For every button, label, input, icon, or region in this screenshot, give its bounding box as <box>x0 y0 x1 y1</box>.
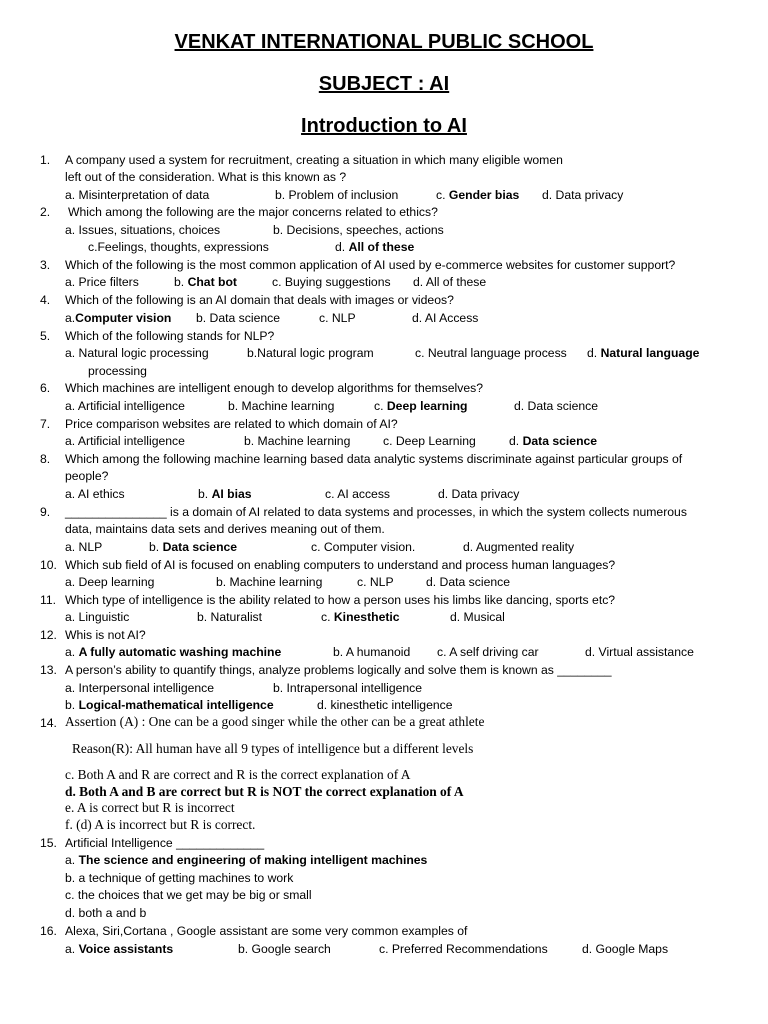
option-prefix: b. <box>149 540 163 554</box>
topic-title: Introduction to AI <box>301 115 467 137</box>
option-d: d. All of these <box>413 275 487 289</box>
option-a <box>65 644 281 660</box>
option-b: b. A humanoid <box>333 645 411 659</box>
option-b: b. Intrapersonal intelligence <box>273 681 423 695</box>
q-number: 12. <box>40 628 57 642</box>
q-text: Which among the following are the major concerns related to ethics? <box>68 205 438 219</box>
option-d: d. Augmented reality <box>463 540 575 554</box>
answer: Chat bot <box>187 275 237 289</box>
option-d: d. Data privacy <box>542 188 624 202</box>
option-prefix: a. <box>65 853 79 867</box>
option-a: a. Price filters <box>65 275 139 289</box>
q-text: Artificial Intelligence _____________ <box>65 836 265 850</box>
q-number: 11. <box>40 593 57 607</box>
option-prefix: b. <box>65 698 79 712</box>
answer: Voice assistants <box>78 942 174 956</box>
answer: A fully automatic washing machine <box>78 645 282 659</box>
option-b: b. Problem of inclusion <box>275 188 399 202</box>
option-c: c. Neutral language process <box>415 346 567 360</box>
q-text: A company used a system for recruitment, creating a situation in which many eligible women <box>65 153 563 167</box>
q-text: Which type of intelligence is the ability related to how a person uses his limbs like dancing, sports etc? <box>65 593 616 607</box>
option-prefix: c. <box>374 399 387 413</box>
option-c: c. AI access <box>325 487 391 501</box>
option-prefix: b. <box>198 487 212 501</box>
option-a: a. Misinterpretation of data <box>65 188 210 202</box>
option-b: b. Machine learning <box>244 434 351 448</box>
option-prefix: c. <box>321 610 334 624</box>
option-a: a. AI ethics <box>65 487 125 501</box>
answer: The science and engineering of making intelligent machines <box>78 853 428 867</box>
option-prefix: d. <box>587 346 601 360</box>
q-text: data, maintains data sets and derives meaning out of them. <box>65 522 385 536</box>
option-b: b.Natural logic program <box>247 346 374 360</box>
option-c: c. Preferred Recommendations <box>379 942 548 956</box>
option-c: c. Buying suggestions <box>272 275 391 289</box>
option-prefix: d. <box>509 434 523 448</box>
q-number: 1. <box>40 153 51 167</box>
answer: Natural language <box>600 346 700 360</box>
answer: All of these <box>348 240 415 254</box>
option-prefix: a. <box>65 645 79 659</box>
option-d: d. Data science <box>426 575 511 589</box>
q-number: 15. <box>40 836 57 850</box>
answer: Logical-mathematical intelligence <box>78 698 274 712</box>
q-number: 5. <box>40 329 51 343</box>
q-text: Which of the following is an AI domain that deals with images or videos? <box>65 293 454 307</box>
option-d: d. Virtual assistance <box>585 645 694 659</box>
option-c <box>374 398 467 414</box>
option-a: a. Linguistic <box>65 610 130 624</box>
q-text: Which sub field of AI is focused on enabling computers to understand and process human languages? <box>65 558 616 572</box>
subject-title: SUBJECT : AI <box>318 73 450 95</box>
option-a: a. Natural logic processing <box>65 346 209 360</box>
option-d: d. Data privacy <box>438 487 520 501</box>
option-b: b. Decisions, speeches, actions <box>273 223 444 237</box>
option-a: a. NLP <box>65 540 103 554</box>
option-a: a. Artificial intelligence <box>65 434 185 448</box>
q-text: Whis is not AI? <box>65 628 146 642</box>
q-number: 2. <box>40 205 51 219</box>
option-a: a. Artificial intelligence <box>65 399 185 413</box>
option-a <box>65 852 427 868</box>
answer: Data science <box>522 434 598 448</box>
option-c: c. NLP <box>357 575 394 589</box>
option-c <box>321 609 400 625</box>
option-c: c. Computer vision. <box>311 540 416 554</box>
option-b: b. a technique of getting machines to work <box>65 871 294 885</box>
q-text: left out of the consideration. What is this known as ? <box>65 170 347 184</box>
q-text: Which of the following stands for NLP? <box>65 329 275 343</box>
q-number: 4. <box>40 293 51 307</box>
assertion-text: Assertion (A) : One can be a good singer while the other can be a great athlete <box>65 714 485 729</box>
option-d: d. Google Maps <box>582 942 669 956</box>
q-number: 6. <box>40 381 51 395</box>
option-prefix: d. <box>335 240 349 254</box>
option-c: c.Feelings, thoughts, expressions <box>88 240 269 254</box>
option-prefix: a. <box>65 311 76 325</box>
q-text: Price comparison websites are related to which domain of AI? <box>65 417 398 431</box>
option-d <box>509 433 597 449</box>
option-a: a. Interpersonal intelligence <box>65 681 215 695</box>
answer: Deep learning <box>386 399 468 413</box>
option-d: d. Musical <box>450 610 505 624</box>
q-number: 7. <box>40 417 51 431</box>
q-text: _______________ is a domain of AI related to data systems and processes, in which the system collects numerous <box>65 505 687 519</box>
option-d: d. kinesthetic intelligence <box>317 698 453 712</box>
option-c: c. A self driving car <box>437 645 539 659</box>
q-text: Alexa, Siri,Cortana , Google assistant are some very common examples of <box>65 924 468 938</box>
q-number: 8. <box>40 452 51 466</box>
option-d: d. Data science <box>514 399 599 413</box>
option-c: c. Deep Learning <box>383 434 476 448</box>
option-b: b. Machine learning <box>228 399 335 413</box>
q-number: 9. <box>40 505 51 519</box>
option-b <box>198 486 252 502</box>
option-a: a. Issues, situations, choices <box>65 223 221 237</box>
option-c: c. the choices that we get may be big or small <box>65 888 312 902</box>
q-text: Which machines are intelligent enough to develop algorithms for themselves? <box>65 381 483 395</box>
school-title: VENKAT INTERNATIONAL PUBLIC SCHOOL <box>174 31 594 53</box>
q-number: 10. <box>40 558 57 572</box>
option-prefix: b. <box>174 275 188 289</box>
answer: Gender bias <box>448 188 520 202</box>
option-c <box>65 697 274 713</box>
option-b <box>149 539 237 555</box>
option-a <box>65 310 171 326</box>
option-prefix: a. <box>65 942 79 956</box>
option-f: f. (d) A is incorrect but R is correct. <box>65 817 256 832</box>
q-text: A person’s ability to quantify things, analyze problems logically and solve them is known as ________ <box>65 663 612 677</box>
option-a-continued: processing <box>88 364 147 378</box>
q-number: 13. <box>40 663 57 677</box>
q-number: 3. <box>40 258 51 272</box>
option-prefix: c. <box>436 188 449 202</box>
option-d: d. AI Access <box>412 311 479 325</box>
answer: AI bias <box>211 487 252 501</box>
option-d: d. both a and b <box>65 906 147 920</box>
option-c: c. NLP <box>319 311 356 325</box>
option-a: a. Deep learning <box>65 575 155 589</box>
option-b <box>174 274 237 290</box>
q-text: Which among the following machine learning based data analytic systems discriminate against particular groups of <box>65 452 683 466</box>
option-b: b. Data science <box>196 311 281 325</box>
option-d-answer: d. Both A and B are correct but R is NOT the correct explanation of A <box>65 784 464 799</box>
q-text: Which of the following is the most common application of AI used by e-commerce websites for customer support? <box>65 258 676 272</box>
option-b: b. Naturalist <box>197 610 263 624</box>
answer: Data science <box>162 540 238 554</box>
option-d <box>587 345 699 361</box>
option-b: b. Machine learning <box>216 575 323 589</box>
option-b: b. Google search <box>238 942 331 956</box>
option-a <box>65 941 173 957</box>
reason-text: Reason(R): All human have all 9 types of intelligence but a different levels <box>72 741 474 756</box>
answer: Computer vision <box>75 311 172 325</box>
option-e: e. A is correct but R is incorrect <box>65 800 235 815</box>
answer: Kinesthetic <box>333 610 400 624</box>
q-text: people? <box>65 469 109 483</box>
q-number: 14. <box>40 716 57 730</box>
option-d <box>335 239 414 255</box>
q-number: 16. <box>40 924 57 938</box>
option-c <box>436 187 519 203</box>
option-c: c. Both A and R are correct and R is the correct explanation of A <box>65 767 411 782</box>
